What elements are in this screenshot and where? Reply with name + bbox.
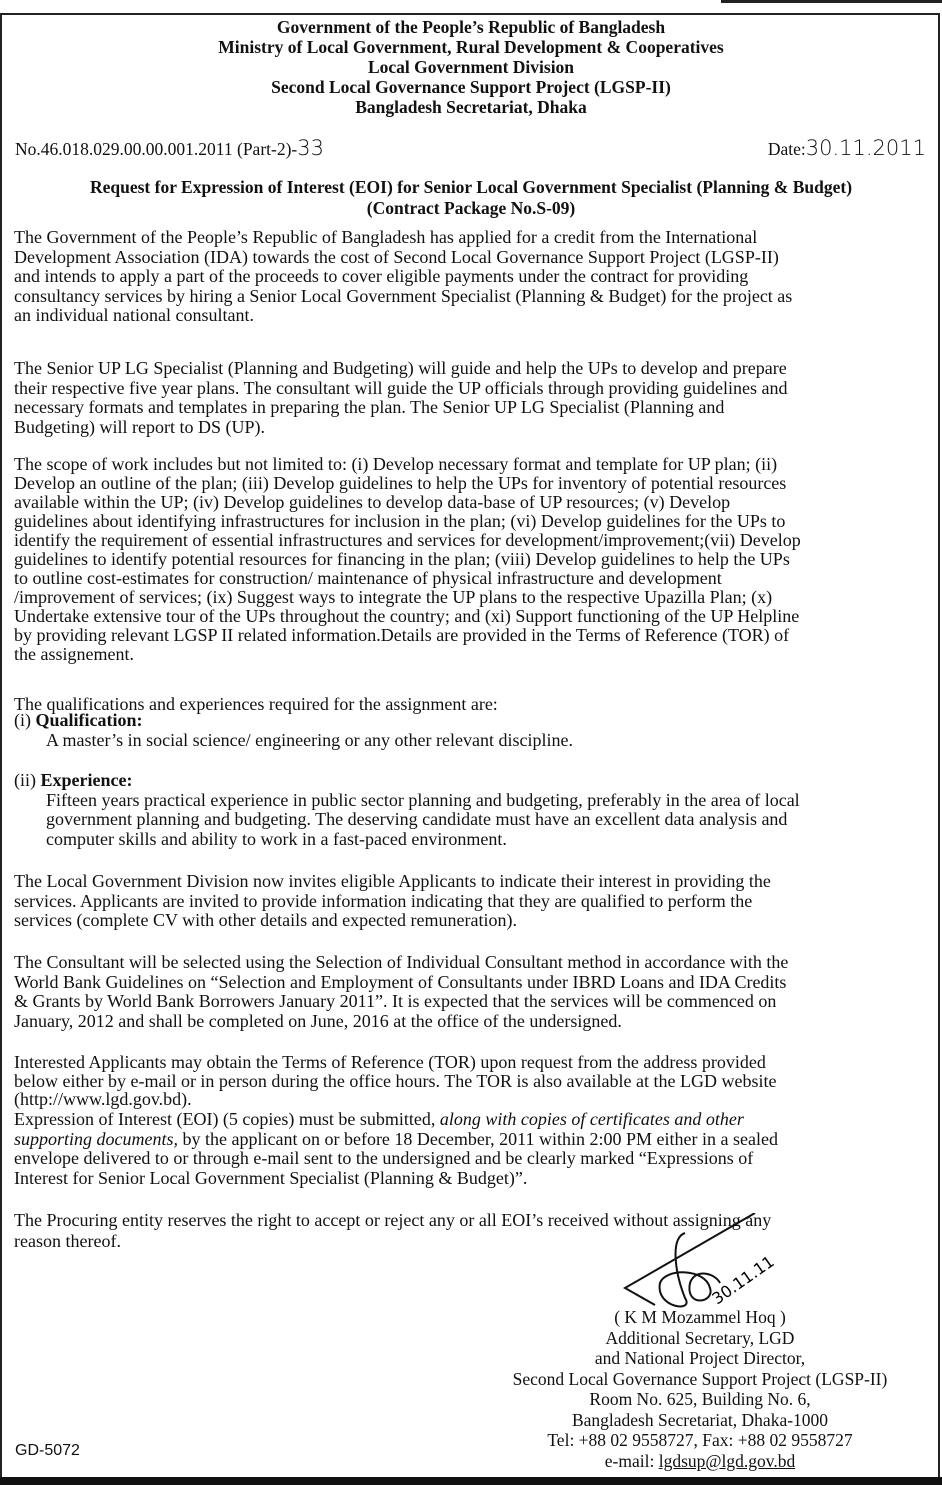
signature-mark [615,1213,795,1313]
italic-segment: along with copies of certificates and other [439,1109,744,1129]
signatory-line: Tel: +88 02 9558727, Fax: +88 02 9558727 [547,1430,853,1450]
reference-date [768,136,926,160]
paragraph-invite [14,872,771,931]
text-line: /improvement of services; (ix) Suggest ways to integrate the UP plans to the respective Upazilla Plan; (x) [14,587,773,607]
text-line: computer skills and ability to work in a fast-paced environment. [46,828,507,849]
letterhead-line: Ministry of Local Government, Rural Development & Cooperatives [218,37,724,57]
text-line: World Bank Guidelines on “Selection and Employment of Consultants under IBRD Loans and IDA Credits [14,971,787,992]
text-line: The Senior UP LG Specialist (Planning and Budgeting) will guide and help the UPs to develop and prepare [14,358,787,378]
text-line: Development Association (IDA) towards the cost of Second Local Governance Support Project (LGSP-II) [14,246,779,267]
text-line: services. Applicants are invited to provide information indicating that they are qualified to perform the [14,890,753,911]
title-line: Request for Expression of Interest (EOI) for Senior Local Government Specialist (Planning & Budget) [89,177,853,197]
signature-block [440,1307,942,1471]
letterhead-line: Second Local Governance Support Project (LGSP-II) [271,77,671,97]
text-line: guidelines about identifying infrastructures for inclusion in the plan; (vi) Develop guidelines for the UPs to [14,511,786,531]
text-line: envelope delivered to or through e-mail sent to the undersigned and be clearly marked “Expressions of [14,1148,754,1168]
email-label: e-mail: [604,1450,659,1471]
text-line: the assignement. [14,644,134,664]
text-line: Fifteen years practical experience in public sector planning and budgeting, preferably in the area of local [46,789,800,810]
text-line: The Local Government Division now invites eligible Applicants to indicate their interest in providing the [14,871,771,891]
text-line: to outline cost-estimates for construction/ maintenance of physical infrastructure and development [14,568,722,588]
text-line: identify the requirement of essential infrastructures and services for development/improvement;(vii) Develop [14,530,801,550]
footer-code: GD-5072 [15,1442,80,1459]
reference-number-handwritten: 33 [297,136,324,160]
paragraph-intro [14,228,792,326]
text-line: Develop an outline of the plan; (iii) Develop guidelines to help the UPs for inventory of potential resources [14,473,787,493]
text-segment: by the applicant on or before 18 December, 2011 within 2:00 PM either in a sealed [178,1128,778,1149]
text-line: an individual national consultant. [14,305,254,325]
email-link[interactable]: lgdsup@lgd.gov.bd [658,1450,796,1471]
title-line: (Contract Package No.S-09) [366,198,576,218]
text-line: The Consultant will be selected using the Selection of Individual Consultant method in accordance with the [14,952,789,972]
date-label: Date: [767,139,806,159]
reference-number [15,136,324,160]
top-edge-line [721,0,942,3]
text-line: their respective five year plans. The consultant will guide the UP officials through providing guidelines and [14,377,788,398]
text-line: The qualifications and experiences required for the assignment are: [14,694,498,714]
italic-segment: supporting documents, [14,1128,178,1149]
text-line: government planning and budgeting. The deserving candidate must have an excellent data analysis and [46,809,788,829]
qualification-section [14,711,573,750]
paragraph-role [14,359,787,437]
text-line: January, 2012 and shall be completed on June, 2016 at the office of the undersigned. [14,1010,622,1031]
text-line: Undertake extensive tour of the UPs throughout the country; and (xi) Support functioning of the UP Helpline [14,606,800,626]
paragraph-submission [14,1110,778,1188]
text-line: (http://www.lgd.gov.bd). [14,1089,192,1109]
letterhead [0,17,942,117]
text-line: The scope of work includes but not limited to: (i) Develop necessary format and template for UP plan; (ii) [14,454,778,474]
paragraph-tor [14,1053,776,1109]
experience-label: Experience: [40,770,133,790]
text-line: consultancy services by hiring a Senior Local Government Specialist (Planning & Budget) for the project as [14,285,793,306]
qualification-label: Qualification: [35,710,143,730]
signatory-line: Bangladesh Secretariat, Dhaka-1000 [571,1409,829,1430]
text-line: reason thereof. [14,1231,121,1251]
text-segment: Expression of Interest (EOI) (5 copies) must be submitted, [14,1109,440,1129]
text-line: Interested Applicants may obtain the Terms of Reference (TOR) upon request from the address provided [14,1052,766,1072]
qualification-text: A master’s in social science/ engineering or any other relevant discipline. [46,729,573,750]
letterhead-line: Bangladesh Secretariat, Dhaka [355,97,587,117]
text-line: available within the UP; (iv) Develop guidelines to develop data-base of UP resources; (v) Develop [14,492,731,512]
text-line: Budgeting) will report to DS (UP). [14,416,265,437]
reference-number-printed: No.46.018.029.00.00.001.2011 (Part-2)- [15,139,298,159]
paragraph-scope [14,455,801,664]
text-line: by providing relevant LGSP II related information.Details are provided in the Terms of Reference (TOR) of [14,625,790,645]
text-line: Interest for Senior Local Government Specialist (Planning & Budget)”. [14,1167,528,1188]
text-line: guidelines to identify potential resources for financing in the plan; (viii) Develop guidelines to help the UPs [14,549,790,569]
text-line: below either by e-mail or in person during the office hours. The TOR is also available at the LGD website [14,1070,777,1091]
signatory-line: Room No. 625, Building No. 6, [589,1389,811,1409]
document-title [0,177,942,219]
signature-date: 30.11.11 [708,1251,778,1309]
signatory-line: and National Project Director, [594,1348,806,1368]
letterhead-line: Local Government Division [367,57,575,77]
text-line: and intends to apply a part of the proceeds to cover eligible payments under the contract for providing [14,266,749,286]
bottom-bar [0,1477,942,1485]
paragraph-selection [14,953,788,1031]
text-line: & Grants by World Bank Borrowers January 2011”. It is expected that the services will be commenced on [14,991,777,1011]
signatory-name: ( K M Mozammel Hoq ) [614,1307,786,1327]
item-number: (i) [14,710,31,730]
signatory-line: Additional Secretary, LGD [605,1327,795,1348]
text-line: The Government of the People’s Republic of Bangladesh has applied for a credit from the International [14,227,758,247]
experience-section [14,771,800,849]
date-value: 30.11.2011 [805,136,926,160]
letterhead-line: Government of the People’s Republic of Bangladesh [276,17,666,37]
text-line: services (complete CV with other details and expected remuneration). [14,910,517,930]
text-line: necessary formats and templates in preparing the plan. The Senior UP LG Specialist (Planning and [14,397,725,417]
text-line: The Procuring entity reserves the right to accept or reject any or all EOI’s received without assigning any [14,1210,772,1230]
item-number: (ii) [14,770,36,790]
signatory-line: Second Local Governance Support Project (LGSP-II) [512,1368,888,1389]
